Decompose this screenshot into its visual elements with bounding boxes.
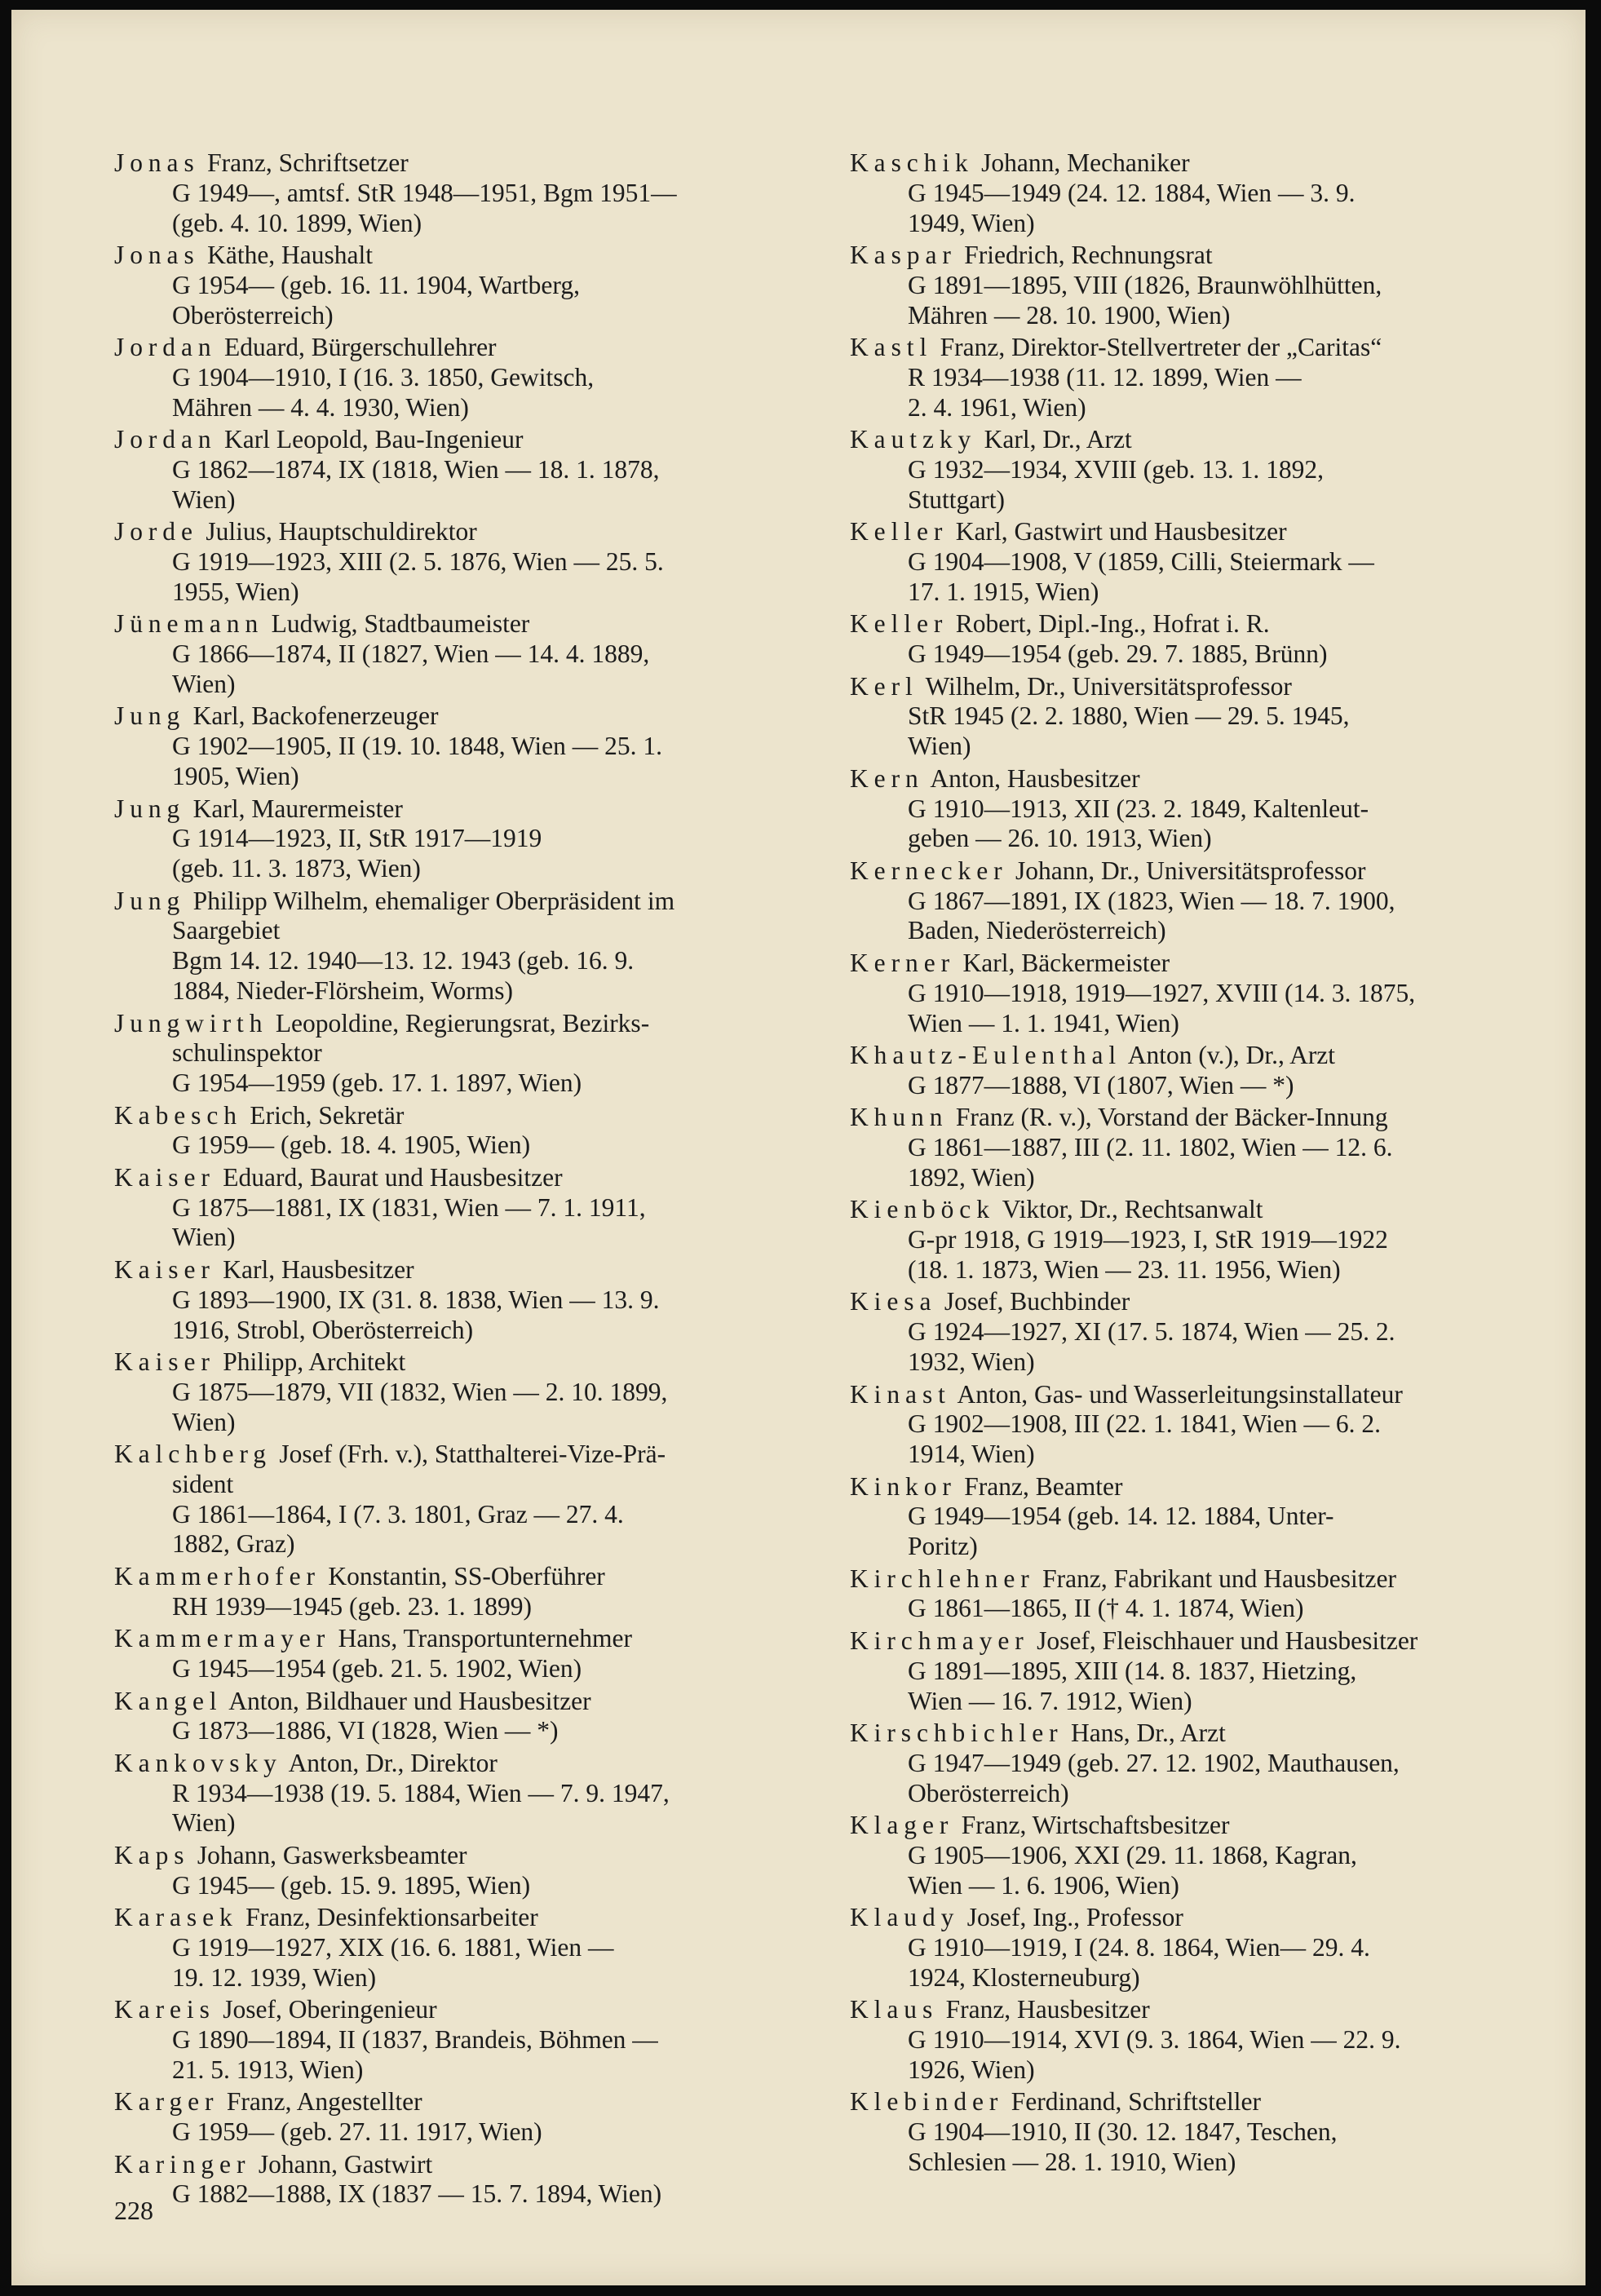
entry-detail-line: G 1875—1879, VII (1832, Wien — 2. 10. 1899, xyxy=(172,1377,668,1406)
entry-detail-line: G 1914—1923, II, StR 1917—1919 xyxy=(172,824,542,853)
entry-detail-line: G 1875—1881, IX (1831, Wien — 7. 1. 1911, xyxy=(172,1192,646,1222)
entry-surname: Kankovsky xyxy=(114,1748,282,1777)
entry-surname: Jünemann xyxy=(114,609,264,639)
entry-name: Franz, Fabrikant und Hausbesitzer xyxy=(1042,1564,1396,1593)
entry-name: Eduard, Bürgerschullehrer xyxy=(224,333,497,362)
entry-heading xyxy=(850,1903,1561,1933)
entry-heading xyxy=(850,1564,1561,1595)
entry-detail-line: geben — 26. 10. 1913, Wien) xyxy=(908,824,1212,853)
entry-heading xyxy=(850,764,1561,794)
entry-heading xyxy=(114,701,822,732)
entry-heading xyxy=(114,517,822,547)
register-entry xyxy=(114,1009,822,1099)
entry-detail-line: G 1919—1927, XIX (16. 6. 1881, Wien — xyxy=(172,1932,614,1962)
entry-detail-line: G 1893—1900, IX (31. 8. 1838, Wien — 13. 9. xyxy=(172,1285,660,1314)
entry-detail-line: G 1959— (geb. 18. 4. 1905, Wien) xyxy=(172,1130,531,1160)
entry-detail-line: Saargebiet xyxy=(172,916,281,945)
entry-name: Johann, Dr., Universitätsprofessor xyxy=(1015,856,1366,885)
entry-heading xyxy=(114,1995,822,2025)
entry-heading xyxy=(850,148,1561,179)
entry-name: Philipp, Architekt xyxy=(223,1347,406,1377)
entry-detail-line: G 1890—1894, II (1837, Brandeis, Böhmen — xyxy=(172,2025,658,2055)
register-entry xyxy=(114,1841,822,1901)
entry-heading xyxy=(114,2087,822,2117)
entry-detail-line: G 1932—1934, XVIII (geb. 13. 1. 1892, xyxy=(908,455,1325,484)
entry-name: Philipp Wilhelm, ehemaliger Oberpräsident im xyxy=(192,886,675,915)
entry-detail-line: G 1861—1865, II († 4. 1. 1874, Wien) xyxy=(908,1594,1304,1623)
entry-surname: Keller xyxy=(850,609,949,639)
entry-detail-line: R 1934—1938 (19. 5. 1884, Wien — 7. 9. 1947, xyxy=(172,1778,670,1807)
entry-heading xyxy=(850,1103,1561,1133)
entry-detail-line: sident xyxy=(172,1469,234,1498)
register-entry xyxy=(114,148,822,238)
entry-surname: Kabesch xyxy=(114,1100,242,1130)
entry-heading xyxy=(850,517,1561,547)
register-entry xyxy=(114,517,822,607)
register-entry xyxy=(114,1749,822,1838)
entry-surname: Kiesa xyxy=(850,1287,937,1316)
register-entry xyxy=(114,2087,822,2148)
entry-name: Josef, Ing., Professor xyxy=(966,1903,1183,1932)
entry-name: Franz, Desinfektionsarbeiter xyxy=(245,1903,538,1932)
register-entry xyxy=(850,1103,1561,1192)
entry-detail-line: 1926, Wien) xyxy=(908,2055,1035,2084)
entry-detail-line: Schlesien — 28. 1. 1910, Wien) xyxy=(908,2147,1236,2176)
entry-heading xyxy=(850,1995,1561,2025)
entry-heading xyxy=(114,1163,822,1193)
entry-surname: Kaschik xyxy=(850,148,974,177)
register-entry xyxy=(850,1380,1561,1470)
entry-detail-line: 1955, Wien) xyxy=(172,577,299,606)
entry-heading xyxy=(114,425,822,455)
entry-surname: Kirschbichler xyxy=(850,1719,1064,1748)
entry-detail-line: G 1910—1914, XVI (9. 3. 1864, Wien — 22. 9. xyxy=(908,2025,1401,2055)
entry-heading xyxy=(850,1472,1561,1502)
register-entry xyxy=(114,1562,822,1622)
entry-detail-line: RH 1939—1945 (geb. 23. 1. 1899) xyxy=(172,1591,532,1621)
register-entry xyxy=(850,1811,1561,1900)
document-page xyxy=(11,10,1586,2285)
entry-heading xyxy=(850,672,1561,702)
entry-detail-line: 1892, Wien) xyxy=(908,1162,1035,1192)
entry-surname: Kaiser xyxy=(114,1162,215,1192)
entry-name: Karl Leopold, Bau-Ingenieur xyxy=(224,425,524,454)
entry-detail-line: Wien) xyxy=(172,1407,236,1436)
register-entry xyxy=(114,1163,822,1253)
register-entry xyxy=(114,425,822,515)
entry-detail-line: 1932, Wien) xyxy=(908,1347,1035,1377)
entry-heading xyxy=(850,1719,1561,1749)
entry-surname: Klaus xyxy=(850,1995,939,2024)
entry-name: Josef, Buchbinder xyxy=(944,1287,1130,1316)
entry-heading xyxy=(114,1009,822,1039)
entry-surname: Karinger xyxy=(114,2149,251,2179)
entry-name: Erich, Sekretär xyxy=(250,1100,405,1130)
entry-detail-line: G 1902—1908, III (22. 1. 1841, Wien — 6. 2. xyxy=(908,1409,1381,1439)
entry-detail-line: G 1919—1923, XIII (2. 5. 1876, Wien — 25. 5. xyxy=(172,547,664,577)
entry-heading xyxy=(114,1562,822,1592)
entry-detail-line: Wien) xyxy=(172,1808,236,1838)
entry-detail-line: Wien) xyxy=(172,1223,236,1252)
entry-surname: Kinast xyxy=(850,1379,951,1409)
entry-detail-line: Wien — 1. 1. 1941, Wien) xyxy=(908,1008,1179,1037)
entry-detail-line: G 1873—1886, VI (1828, Wien — *) xyxy=(172,1716,559,1745)
register-entry xyxy=(850,425,1561,515)
register-entry xyxy=(850,148,1561,238)
entry-detail-line: 17. 1. 1915, Wien) xyxy=(908,577,1099,606)
entry-heading xyxy=(114,794,822,825)
register-entry xyxy=(850,856,1561,946)
entry-surname: Kareis xyxy=(114,1995,215,2024)
page-number: 228 xyxy=(114,2196,153,2225)
entry-heading xyxy=(850,856,1561,887)
register-entry xyxy=(850,1472,1561,1562)
entry-surname: Keller xyxy=(850,517,949,546)
entry-surname: Jonas xyxy=(114,148,200,177)
entry-heading xyxy=(850,2087,1561,2117)
entry-detail-line: G 1904—1910, I (16. 3. 1850, Gewitsch, xyxy=(172,362,595,392)
entry-detail-line: 1916, Strobl, Oberösterreich) xyxy=(172,1315,474,1344)
entry-name: Julius, Hauptschuldirektor xyxy=(206,517,477,546)
entry-detail-line: G 1949—1954 (geb. 14. 12. 1884, Unter- xyxy=(908,1502,1334,1531)
register-entry xyxy=(850,764,1561,854)
entry-name: Johann, Gastwirt xyxy=(258,2149,433,2179)
entry-detail-line: G 1945—1949 (24. 12. 1884, Wien — 3. 9. xyxy=(908,178,1356,207)
entry-name: Josef (Frh. v.), Statthalterei-Vize-Prä- xyxy=(279,1440,666,1469)
entry-detail-line: (geb. 11. 3. 1873, Wien) xyxy=(172,854,421,883)
entry-heading xyxy=(850,333,1561,363)
entry-heading xyxy=(114,2150,822,2180)
entry-name: Franz, Schriftsetzer xyxy=(207,148,409,177)
entry-name: Karl, Gastwirt und Hausbesitzer xyxy=(955,517,1287,546)
register-entry xyxy=(850,1041,1561,1101)
register-entry xyxy=(114,1101,822,1161)
entry-heading xyxy=(850,609,1561,639)
entry-heading xyxy=(114,1255,822,1285)
entry-name: Franz, Direktor-Stellvertreter der „Caritas“ xyxy=(940,333,1382,362)
entry-name: Karl, Backofenerzeuger xyxy=(192,701,439,731)
entry-surname: Karger xyxy=(114,2087,219,2117)
entry-detail-line: Mähren — 4. 4. 1930, Wien) xyxy=(172,392,469,422)
register-entry xyxy=(850,1287,1561,1377)
entry-surname: Kern xyxy=(850,763,924,793)
entry-name: Karl, Maurermeister xyxy=(192,794,403,823)
entry-surname: Kirchmayer xyxy=(850,1626,1029,1655)
entry-heading xyxy=(850,1626,1561,1657)
register-entry xyxy=(850,333,1561,422)
entry-detail-line: G 1947—1949 (geb. 27. 12. 1902, Mauthausen, xyxy=(908,1748,1400,1777)
entry-heading xyxy=(850,1380,1561,1410)
entry-detail-line: Stuttgart) xyxy=(908,484,1005,514)
entry-detail-line: 1884, Nieder-Flörsheim, Worms) xyxy=(172,976,513,1006)
entry-name: Wilhelm, Dr., Universitätsprofessor xyxy=(925,671,1292,701)
entry-surname: Kaspar xyxy=(850,241,957,270)
entry-name: Franz, Angestellter xyxy=(226,2087,422,2117)
entry-surname: Kerl xyxy=(850,671,918,701)
entry-surname: Karasek xyxy=(114,1903,238,1932)
entry-heading xyxy=(114,1440,822,1470)
entry-surname: Jordan xyxy=(114,333,217,362)
entry-detail-line: G 1945—1954 (geb. 21. 5. 1902, Wien) xyxy=(172,1654,582,1683)
entry-detail-line: (18. 1. 1873, Wien — 23. 11. 1956, Wien) xyxy=(908,1254,1341,1284)
entry-name: Johann, Mechaniker xyxy=(981,148,1190,177)
entry-detail-line: G 1866—1874, II (1827, Wien — 14. 4. 1889, xyxy=(172,639,650,669)
entry-name: Ferdinand, Schriftsteller xyxy=(1011,2087,1261,2117)
entry-detail-line: G 1910—1919, I (24. 8. 1864, Wien— 29. 4. xyxy=(908,1932,1370,1962)
register-entry xyxy=(114,701,822,791)
entry-detail-line: 1882, Graz) xyxy=(172,1529,295,1559)
entry-surname: Kammermayer xyxy=(114,1624,331,1653)
entry-name: Karl, Hausbesitzer xyxy=(223,1254,414,1284)
entry-surname: Jung xyxy=(114,701,186,731)
entry-detail-line: G 1861—1864, I (7. 3. 1801, Graz — 27. 4. xyxy=(172,1499,624,1528)
register-entry xyxy=(850,1903,1561,1993)
entry-detail-line: G 1954— (geb. 16. 11. 1904, Wartberg, xyxy=(172,270,580,299)
entry-heading xyxy=(850,241,1561,271)
register-entry xyxy=(114,1995,822,2085)
entry-surname: Khautz-Eulenthal xyxy=(850,1040,1122,1069)
entry-detail-line: G 1904—1910, II (30. 12. 1847, Teschen, xyxy=(908,2117,1338,2147)
entry-name: Franz, Wirtschaftsbesitzer xyxy=(961,1811,1230,1840)
entry-surname: Klager xyxy=(850,1811,954,1840)
entry-detail-line: G 1959— (geb. 27. 11. 1917, Wien) xyxy=(172,2117,542,2147)
entry-name: Eduard, Baurat und Hausbesitzer xyxy=(223,1162,563,1192)
entry-surname: Klebinder xyxy=(850,2087,1004,2117)
register-entry xyxy=(114,609,822,699)
entry-heading xyxy=(850,1195,1561,1225)
entry-name: Hans, Dr., Arzt xyxy=(1070,1719,1226,1748)
register-entry xyxy=(850,517,1561,607)
entry-name: Käthe, Haushalt xyxy=(207,241,374,270)
entry-detail-line: Wien) xyxy=(172,484,236,514)
register-entry xyxy=(850,609,1561,670)
register-entry xyxy=(114,1440,822,1559)
entry-heading xyxy=(114,148,822,179)
register-entry xyxy=(114,241,822,330)
entry-heading xyxy=(850,949,1561,979)
entry-detail-line: Poritz) xyxy=(908,1532,978,1561)
entry-detail-line: 1905, Wien) xyxy=(172,762,299,791)
entry-detail-line: G 1910—1918, 1919—1927, XVIII (14. 3. 1875, xyxy=(908,978,1416,1007)
entry-name: Franz (R. v.), Vorstand der Bäcker-Innung xyxy=(955,1103,1388,1132)
register-entry xyxy=(850,1719,1561,1808)
entry-detail-line: 2. 4. 1961, Wien) xyxy=(908,392,1086,422)
entry-detail-line: schulinspektor xyxy=(172,1038,322,1068)
entry-heading xyxy=(114,1841,822,1871)
right-column xyxy=(850,148,1561,2179)
entry-surname: Kienböck xyxy=(850,1195,995,1224)
entry-detail-line: (geb. 4. 10. 1899, Wien) xyxy=(172,208,422,237)
register-entry xyxy=(114,1347,822,1437)
register-entry xyxy=(850,1195,1561,1285)
entry-surname: Kammerhofer xyxy=(114,1561,321,1590)
entry-detail-line: G-pr 1918, G 1919—1923, I, StR 1919—1922 xyxy=(908,1225,1388,1254)
entry-name: Leopoldine, Regierungsrat, Bezirks- xyxy=(275,1008,650,1037)
entry-detail-line: G 1904—1908, V (1859, Cilli, Steiermark — xyxy=(908,547,1374,577)
entry-detail-line: Oberösterreich) xyxy=(172,300,334,330)
entry-heading xyxy=(114,333,822,363)
entry-heading xyxy=(114,1903,822,1933)
entry-heading xyxy=(114,887,822,917)
entry-heading xyxy=(850,1041,1561,1071)
entry-detail-line: Wien — 16. 7. 1912, Wien) xyxy=(908,1686,1192,1715)
entry-detail-line: Wien — 1. 6. 1906, Wien) xyxy=(908,1870,1179,1900)
entry-surname: Kastl xyxy=(850,333,933,362)
entry-name: Anton, Gas- und Wasserleitungsinstallateur xyxy=(957,1379,1403,1409)
register-entry xyxy=(114,1255,822,1345)
entry-heading xyxy=(850,1287,1561,1317)
entry-detail-line: G 1949—, amtsf. StR 1948—1951, Bgm 1951— xyxy=(172,178,677,207)
entry-surname: Kangel xyxy=(114,1686,223,1715)
entry-name: Hans, Transportunternehmer xyxy=(338,1624,633,1653)
entry-detail-line: G 1954—1959 (geb. 17. 1. 1897, Wien) xyxy=(172,1068,582,1098)
entry-surname: Jung xyxy=(114,886,186,915)
register-entry xyxy=(114,1624,822,1684)
entry-surname: Kaps xyxy=(114,1840,190,1869)
register-entry xyxy=(850,241,1561,330)
entry-surname: Jorde xyxy=(114,517,198,546)
entry-name: Ludwig, Stadtbaumeister xyxy=(271,609,530,639)
entry-heading xyxy=(114,1687,822,1717)
entry-surname: Jordan xyxy=(114,425,217,454)
entry-detail-line: Wien) xyxy=(172,669,236,698)
entry-name: Friedrich, Rechnungsrat xyxy=(964,241,1213,270)
entry-detail-line: Mähren — 28. 10. 1900, Wien) xyxy=(908,300,1231,330)
entry-detail-line: G 1861—1887, III (2. 11. 1802, Wien — 12. 6. xyxy=(908,1133,1393,1162)
entry-detail-line: StR 1945 (2. 2. 1880, Wien — 29. 5. 1945, xyxy=(908,701,1350,731)
entry-surname: Kalchberg xyxy=(114,1440,272,1469)
entry-detail-line: Bgm 14. 12. 1940—13. 12. 1943 (geb. 16. 9. xyxy=(172,946,635,975)
entry-surname: Kaiser xyxy=(114,1347,215,1377)
register-entry xyxy=(850,1564,1561,1625)
register-entry xyxy=(850,672,1561,762)
entry-detail-line: 21. 5. 1913, Wien) xyxy=(172,2055,364,2084)
entry-surname: Kautzky xyxy=(850,425,977,454)
register-entry xyxy=(850,1626,1561,1716)
entry-surname: Kinkor xyxy=(850,1471,957,1501)
entry-heading xyxy=(850,1811,1561,1841)
entry-detail-line: G 1945— (geb. 15. 9. 1895, Wien) xyxy=(172,1870,531,1900)
entry-surname: Kaiser xyxy=(114,1254,215,1284)
entry-name: Anton, Dr., Direktor xyxy=(288,1748,498,1777)
entry-surname: Kirchlehner xyxy=(850,1564,1035,1593)
register-entry xyxy=(850,1995,1561,2085)
entry-detail-line: 1949, Wien) xyxy=(908,208,1035,237)
entry-name: Anton (v.), Dr., Arzt xyxy=(1127,1040,1336,1069)
entry-detail-line: G 1902—1905, II (19. 10. 1848, Wien — 25. 1. xyxy=(172,732,662,761)
entry-detail-line: G 1882—1888, IX (1837 — 15. 7. 1894, Wien) xyxy=(172,2179,662,2209)
entry-name: Anton, Bildhauer und Hausbesitzer xyxy=(228,1686,591,1715)
entry-detail-line: G 1949—1954 (geb. 29. 7. 1885, Brünn) xyxy=(908,639,1328,669)
entry-heading xyxy=(114,241,822,271)
entry-heading xyxy=(114,609,822,639)
entry-surname: Kernecker xyxy=(850,856,1008,885)
entry-detail-line: Baden, Niederösterreich) xyxy=(908,916,1166,945)
entry-heading xyxy=(114,1347,822,1378)
entry-name: Karl, Bäckermeister xyxy=(962,948,1170,977)
entry-name: Franz, Hausbesitzer xyxy=(945,1995,1150,2024)
entry-detail-line: 1914, Wien) xyxy=(908,1440,1035,1469)
entry-detail-line: G 1891—1895, VIII (1826, Braunwöhlhütten, xyxy=(908,270,1382,299)
entry-surname: Khunn xyxy=(850,1103,949,1132)
entry-name: Johann, Gaswerksbeamter xyxy=(197,1840,467,1869)
entry-detail-line: G 1891—1895, XIII (14. 8. 1837, Hietzing, xyxy=(908,1656,1357,1685)
entry-heading xyxy=(850,425,1561,455)
register-entry xyxy=(114,1687,822,1747)
entry-detail-line: 1924, Klosterneuburg) xyxy=(908,1962,1140,1992)
entry-name: Robert, Dipl.-Ing., Hofrat i. R. xyxy=(955,609,1270,639)
entry-name: Anton, Hausbesitzer xyxy=(930,763,1140,793)
entry-detail-line: G 1905—1906, XXI (29. 11. 1868, Kagran, xyxy=(908,1840,1357,1869)
entry-surname: Kerner xyxy=(850,948,956,977)
register-entry xyxy=(114,2150,822,2210)
entry-name: Karl, Dr., Arzt xyxy=(984,425,1132,454)
register-entry xyxy=(114,333,822,422)
register-entry xyxy=(114,887,822,1006)
register-entry xyxy=(114,794,822,884)
entry-surname: Jonas xyxy=(114,241,200,270)
entry-surname: Klaudy xyxy=(850,1903,960,1932)
entry-detail-line: G 1877—1888, VI (1807, Wien — *) xyxy=(908,1070,1294,1099)
register-entry xyxy=(850,949,1561,1038)
entry-detail-line: G 1924—1927, XI (17. 5. 1874, Wien — 25. 2. xyxy=(908,1317,1395,1347)
entry-detail-line: 19. 12. 1939, Wien) xyxy=(172,1962,377,1992)
entry-name: Josef, Oberingenieur xyxy=(223,1995,437,2024)
entry-detail-line: G 1910—1913, XII (23. 2. 1849, Kaltenleut- xyxy=(908,794,1369,823)
left-column xyxy=(114,148,822,2212)
entry-heading xyxy=(114,1749,822,1779)
entry-heading xyxy=(114,1624,822,1654)
entry-name: Josef, Fleischhauer und Hausbesitzer xyxy=(1037,1626,1418,1655)
entry-detail-line: G 1867—1891, IX (1823, Wien — 18. 7. 1900, xyxy=(908,886,1395,915)
register-entry xyxy=(114,1903,822,1993)
entry-name: Viktor, Dr., Rechtsanwalt xyxy=(1002,1195,1263,1224)
entry-name: Franz, Beamter xyxy=(964,1471,1123,1501)
entry-detail-line: Wien) xyxy=(908,732,971,761)
register-entry xyxy=(850,2087,1561,2177)
entry-detail-line: R 1934—1938 (11. 12. 1899, Wien — xyxy=(908,362,1302,392)
entry-detail-line: Oberösterreich) xyxy=(908,1778,1069,1807)
entry-surname: Jungwirth xyxy=(114,1008,268,1037)
entry-surname: Jung xyxy=(114,794,186,823)
entry-detail-line: G 1862—1874, IX (1818, Wien — 18. 1. 1878, xyxy=(172,455,660,484)
entry-heading xyxy=(114,1101,822,1131)
entry-name: Konstantin, SS-Oberführer xyxy=(328,1561,605,1590)
